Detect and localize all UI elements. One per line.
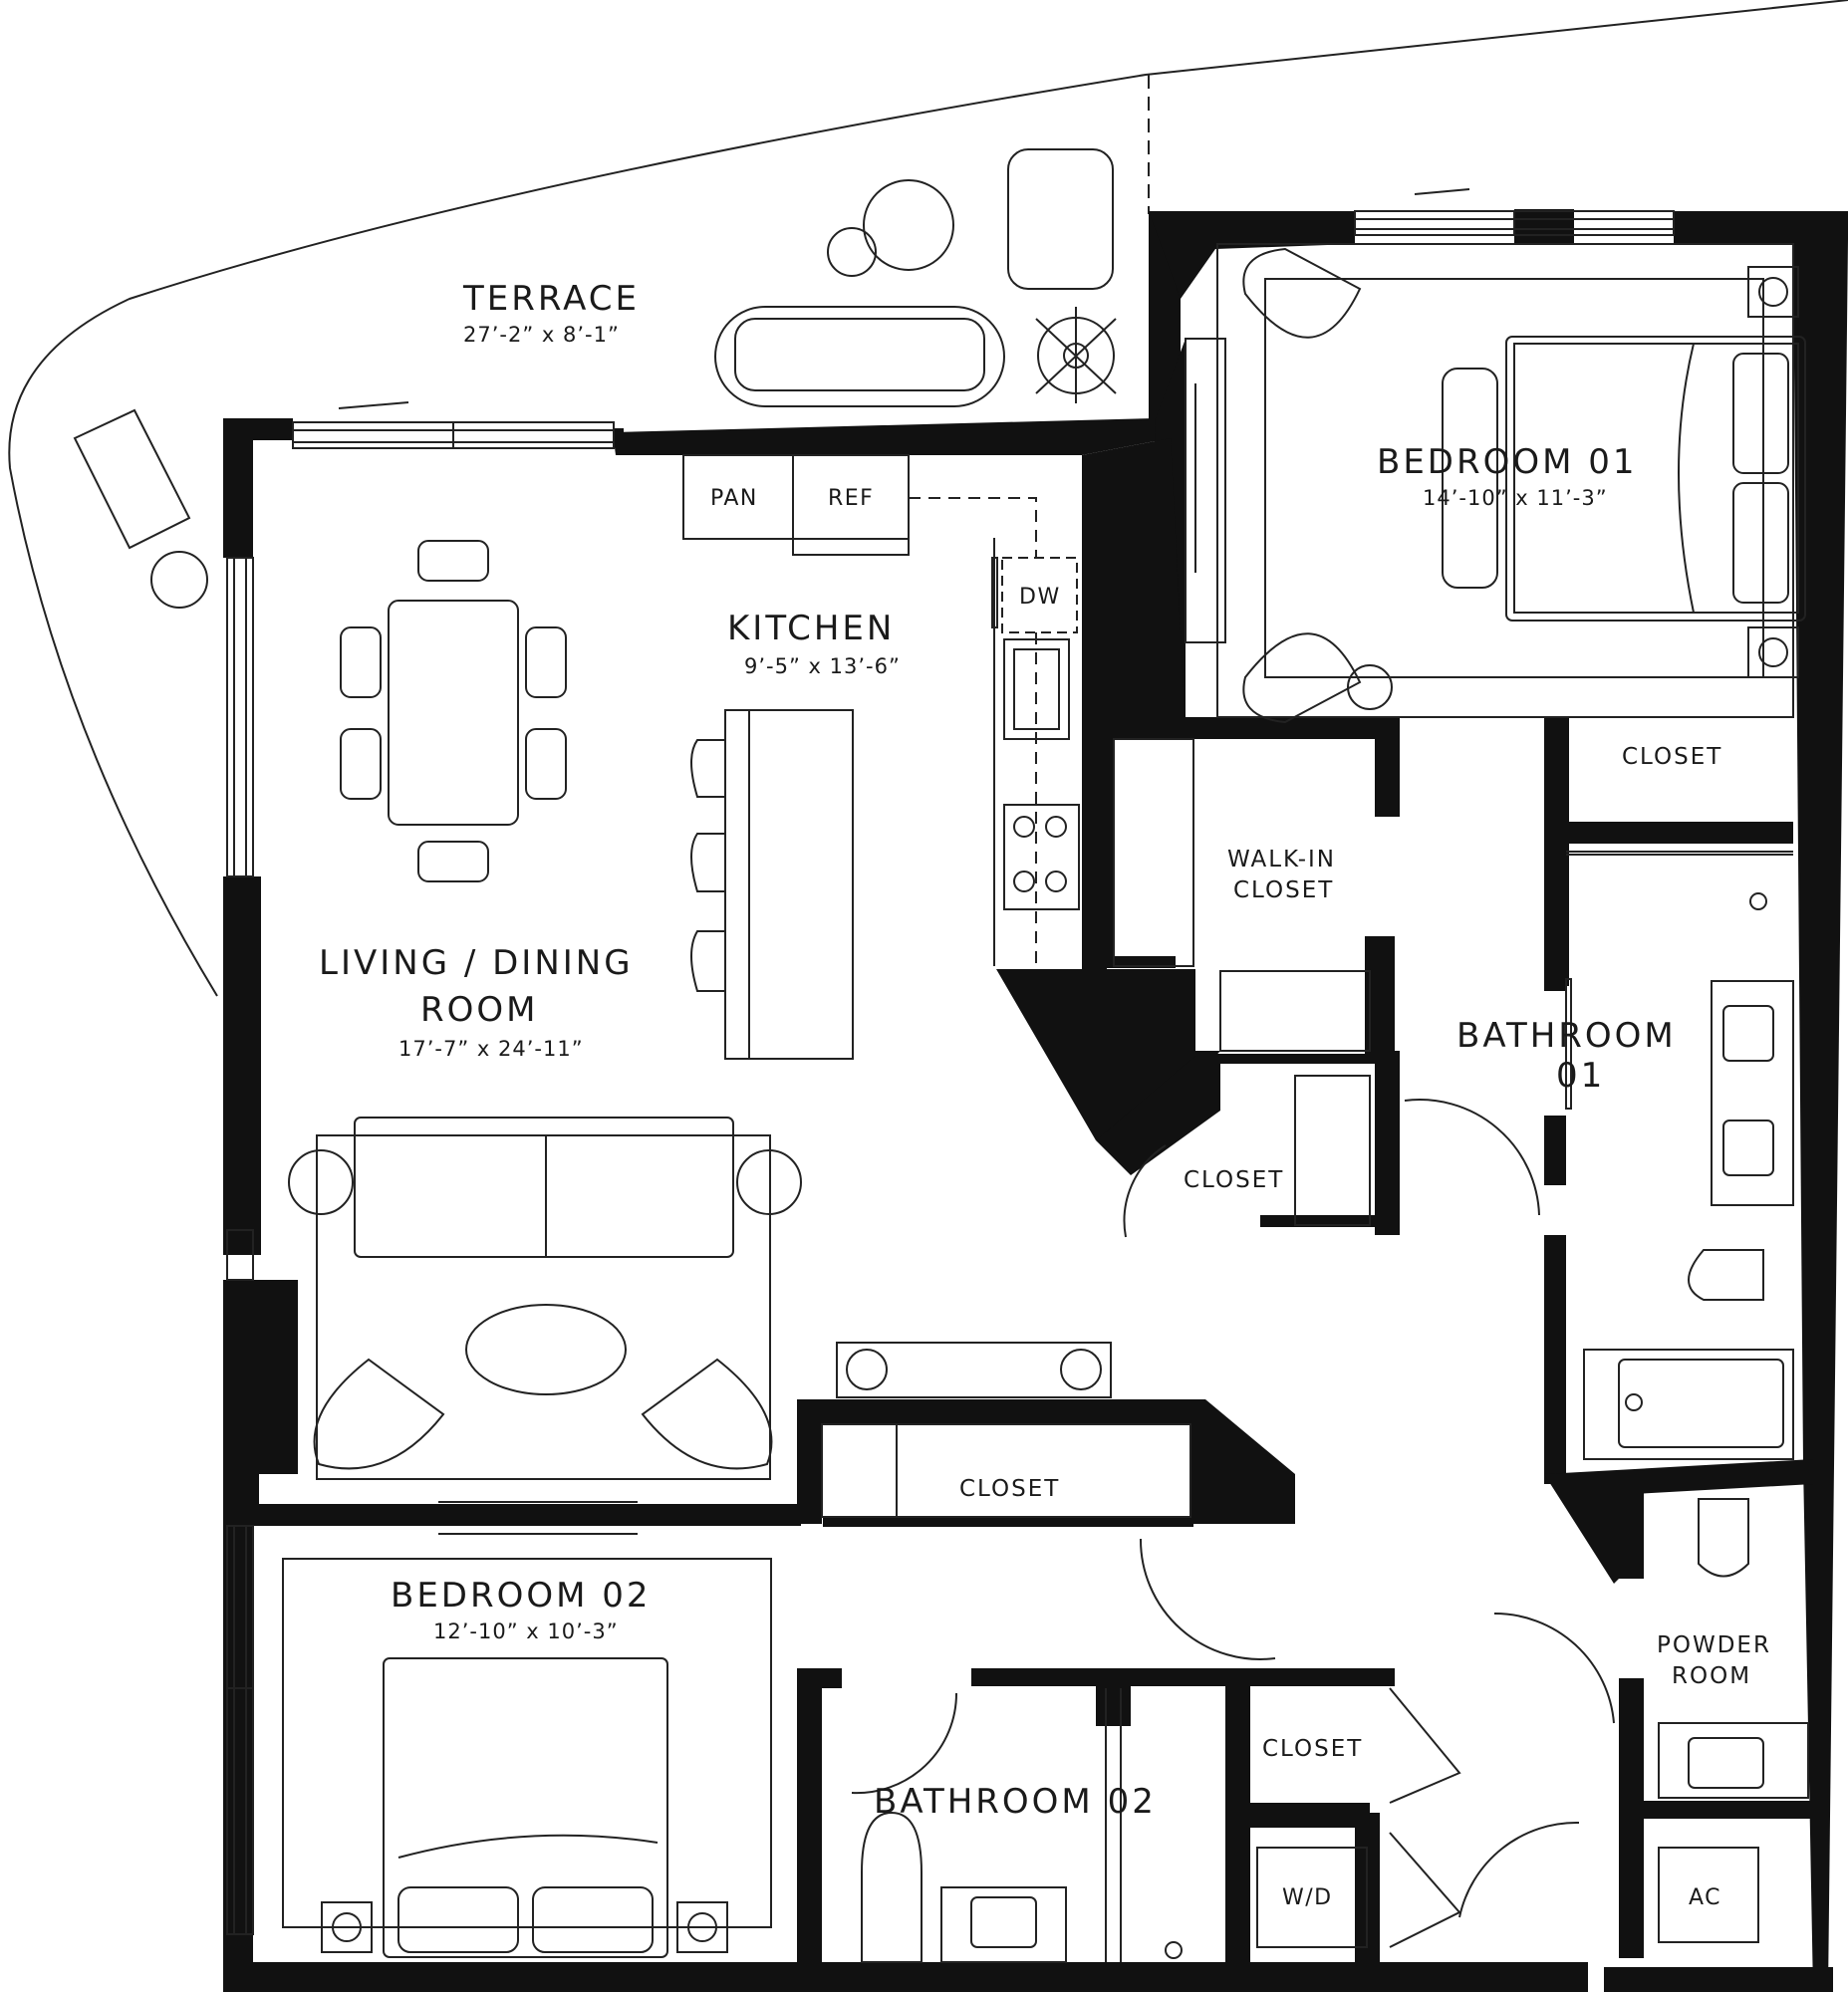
living-window — [227, 558, 253, 876]
bath02-closet-label: CLOSET — [1262, 1736, 1364, 1762]
refrigerator-label: REF — [828, 486, 875, 511]
bedroom02-label: BEDROOM 02 — [391, 1576, 652, 1616]
pantry-label: PAN — [710, 486, 758, 511]
powder-label-line2: ROOM — [1672, 1663, 1752, 1689]
living-label-line1: LIVING / DINING — [319, 943, 634, 983]
dishwasher-label: DW — [1019, 585, 1061, 610]
walkin-label-line1: WALK-IN — [1227, 847, 1336, 872]
kitchen-island — [725, 710, 853, 1059]
washer-dryer-label: W/D — [1282, 1885, 1333, 1910]
bathtub — [1584, 1350, 1793, 1459]
bath01-toilet — [1689, 1250, 1763, 1300]
bedroom01-closet-label: CLOSET — [1622, 744, 1723, 770]
powder-toilet — [1699, 1499, 1748, 1577]
walkin-label-line2: CLOSET — [1233, 877, 1335, 903]
bath02-vanity — [941, 1887, 1066, 1962]
tv-console — [837, 1343, 1111, 1397]
bathroom01-label-line1: BATHROOM — [1456, 1016, 1677, 1056]
bedroom01-dims: 14’-10” x 11’-3” — [1423, 486, 1608, 510]
terrace-label: TERRACE — [463, 279, 641, 319]
terrace-sliding-door — [339, 402, 408, 408]
sofa — [355, 1118, 733, 1257]
terrace-dims: 27’-2” x 8’-1” — [463, 323, 620, 347]
bedroom02-bed — [384, 1658, 667, 1957]
hall-closet-label: CLOSET — [1184, 1167, 1285, 1193]
living-closet-label: CLOSET — [959, 1476, 1061, 1502]
bath02-toilet — [862, 1813, 922, 1962]
powder-label-line1: POWDER — [1657, 1632, 1771, 1658]
ac-label: AC — [1689, 1885, 1722, 1910]
bedroom02-dims: 12’-10” x 10’-3” — [433, 1619, 619, 1643]
bathroom02-label: BATHROOM 02 — [874, 1782, 1157, 1822]
kitchen-dims: 9’-5” x 13’-6” — [744, 654, 901, 678]
dining-table — [389, 601, 518, 825]
living-dims: 17’-7” x 24’-11” — [398, 1037, 584, 1061]
living-label-line2: ROOM — [420, 990, 539, 1030]
coffee-table — [466, 1305, 626, 1394]
bathroom01-label-line2: 01 — [1556, 1056, 1606, 1096]
living-rug — [317, 1135, 770, 1479]
bedroom01-label: BEDROOM 01 — [1377, 442, 1638, 482]
kitchen-label: KITCHEN — [727, 609, 896, 648]
